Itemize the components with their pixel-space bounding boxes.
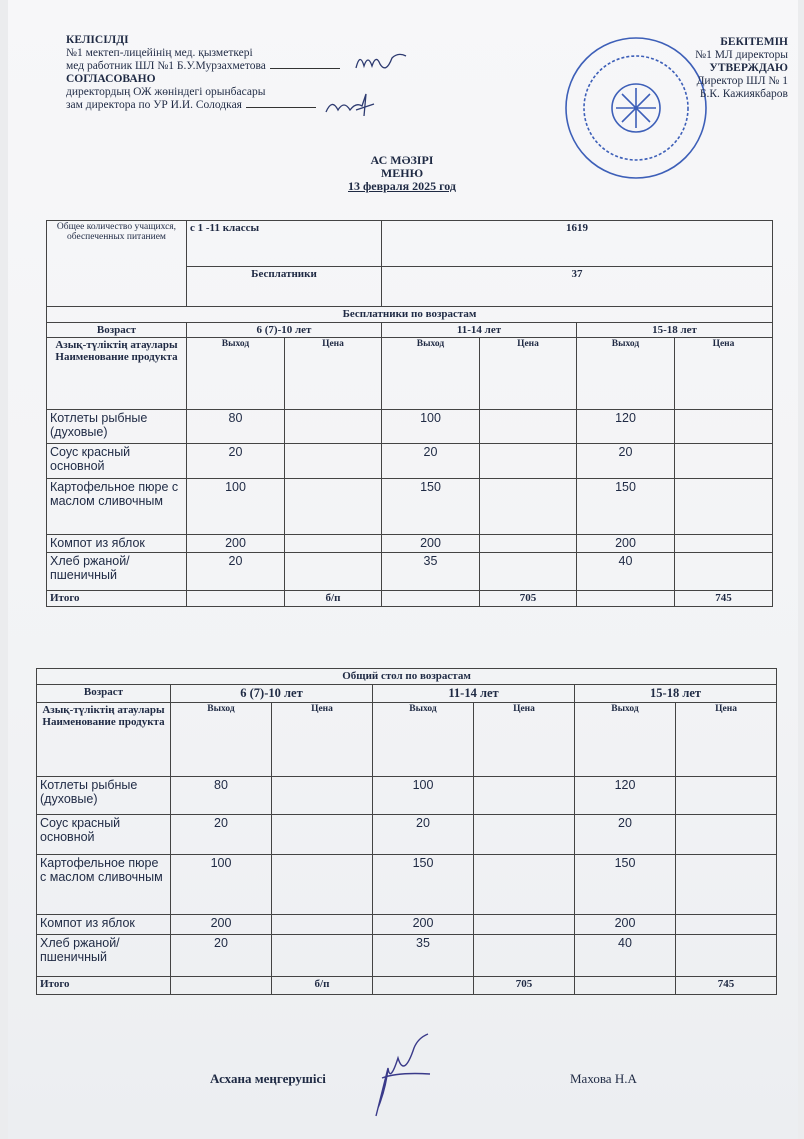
table1-title: Бесплатники по возрастам <box>47 307 773 323</box>
price-cell <box>272 815 373 855</box>
price-cell <box>474 915 575 935</box>
output-value: 200 <box>373 915 474 935</box>
stamp-emblem-detail <box>616 88 656 128</box>
agreed-kz-title: КЕЛІСІЛДІ <box>66 34 129 46</box>
price-cell <box>676 855 777 915</box>
table2-product-header: Азық-түліктің атаулары Наименование продукта <box>37 703 171 777</box>
output-value: 20 <box>382 444 480 479</box>
output-value: 200 <box>577 535 675 553</box>
price-cell <box>474 777 575 815</box>
product-name: Соус красный основной <box>37 815 171 855</box>
price-cell <box>480 444 577 479</box>
kitchen-head-name: Махова Н.А <box>570 1071 637 1086</box>
table1-age-group-1: 6 (7)-10 лет <box>187 323 382 338</box>
table2-price-header: Цена <box>272 703 373 777</box>
price-cell <box>272 935 373 977</box>
output-value: 200 <box>187 535 285 553</box>
table2-age-group-1: 6 (7)-10 лет <box>171 685 373 703</box>
approve-kz-title: БЕКІТЕМІН <box>720 36 788 48</box>
table1-age-group-2: 11-14 лет <box>382 323 577 338</box>
table-row <box>47 479 773 535</box>
table-row <box>47 410 773 444</box>
table1-age-label: Возраст <box>47 323 187 338</box>
table2-out-header: Выход <box>171 703 272 777</box>
total-age-2: 705 <box>474 977 575 995</box>
output-value: 100 <box>382 410 480 444</box>
table-row <box>37 777 777 815</box>
total-age-1: б/п <box>272 977 373 995</box>
table-row <box>37 815 777 855</box>
table1-product-header: Азық-түліктің атаулары Наименование продукта <box>47 338 187 410</box>
table-row <box>47 444 773 479</box>
title-kz: АС МӘЗІРІ <box>370 153 434 167</box>
output-value: 20 <box>171 815 272 855</box>
header-right <box>695 36 788 101</box>
output-value: 20 <box>171 935 272 977</box>
output-value: 120 <box>577 410 675 444</box>
price-cell <box>480 479 577 535</box>
table2-price-header: Цена <box>474 703 575 777</box>
product-name: Картофельное пюре с маслом сливочным <box>47 479 187 535</box>
total-empty <box>577 591 675 607</box>
price-cell <box>480 410 577 444</box>
agreed-ru-title: СОГЛАСОВАНО <box>66 73 156 85</box>
output-value: 80 <box>171 777 272 815</box>
price-cell <box>272 855 373 915</box>
medic-signature <box>352 48 412 74</box>
output-value: 20 <box>373 815 474 855</box>
total-empty <box>575 977 676 995</box>
output-value: 40 <box>577 553 675 591</box>
table-row <box>37 855 777 915</box>
deputy-name: зам директора по УР И.И. Солодкая <box>66 99 242 111</box>
output-value: 35 <box>382 553 480 591</box>
table2-out-header: Выход <box>575 703 676 777</box>
product-name: Компот из яблок <box>37 915 171 935</box>
kitchen-head-label: Асхана меңгерушісі <box>210 1071 326 1086</box>
price-cell <box>285 410 382 444</box>
summary-label: Общее количество учащихся, обеспеченных питанием <box>47 221 187 307</box>
price-cell <box>480 535 577 553</box>
table-row <box>47 535 773 553</box>
table1-out-header: Выход <box>382 338 480 410</box>
product-name: Компот из яблок <box>47 535 187 553</box>
total-age-3: 745 <box>675 591 773 607</box>
table-free-meals <box>46 220 773 607</box>
director-position-kz: №1 МЛ директоры <box>695 49 788 61</box>
header-left <box>66 34 340 112</box>
table1-price-header: Цена <box>480 338 577 410</box>
total-empty <box>171 977 272 995</box>
output-value: 150 <box>575 855 676 915</box>
price-cell <box>480 553 577 591</box>
product-name: Картофельное пюре с маслом сливочным <box>37 855 171 915</box>
output-value: 150 <box>382 479 480 535</box>
price-cell <box>474 855 575 915</box>
price-cell <box>675 553 773 591</box>
product-name: Котлеты рыбные (духовые) <box>37 777 171 815</box>
table1-out-header: Выход <box>187 338 285 410</box>
output-value: 150 <box>373 855 474 915</box>
table1-age-group-3: 15-18 лет <box>577 323 773 338</box>
total-empty <box>382 591 480 607</box>
output-value: 200 <box>382 535 480 553</box>
product-name: Котлеты рыбные (духовые) <box>47 410 187 444</box>
output-value: 20 <box>187 444 285 479</box>
table2-age-group-2: 11-14 лет <box>373 685 575 703</box>
title-ru: МЕНЮ <box>380 166 424 180</box>
table2-out-header: Выход <box>373 703 474 777</box>
output-value: 200 <box>171 915 272 935</box>
price-cell <box>676 935 777 977</box>
price-cell <box>675 444 773 479</box>
total-age-1: б/п <box>285 591 382 607</box>
deputy-signature-line <box>246 107 316 108</box>
medic-name: мед работник ШЛ №1 Б.У.Мурзахметова <box>66 60 266 72</box>
approve-ru-title: УТВЕРЖДАЮ <box>709 62 788 74</box>
table1-out-header: Выход <box>577 338 675 410</box>
doc-title <box>0 154 804 193</box>
medic-signature-line <box>270 68 340 69</box>
output-value: 120 <box>575 777 676 815</box>
total-age-3: 745 <box>676 977 777 995</box>
price-cell <box>285 553 382 591</box>
medic-position: №1 мектеп-лицейінің мед. қызметкері <box>66 47 253 59</box>
summary-total-students: 1619 <box>382 221 773 267</box>
table1-price-header: Цена <box>675 338 773 410</box>
product-name: Соус красный основной <box>47 444 187 479</box>
summary-free-label: Бесплатники <box>187 267 382 307</box>
price-cell <box>675 410 773 444</box>
table-general-meals <box>36 668 777 995</box>
total-row <box>37 977 777 995</box>
table2-price-header: Цена <box>676 703 777 777</box>
total-row <box>47 591 773 607</box>
product-name: Хлеб ржаной/ пшеничный <box>47 553 187 591</box>
table-row <box>47 553 773 591</box>
director-name: Б.К. Кажиякбаров <box>699 88 788 100</box>
total-label: Итого <box>37 977 171 995</box>
output-value: 80 <box>187 410 285 444</box>
total-label: Итого <box>47 591 187 607</box>
director-position-ru: Директор ШЛ № 1 <box>696 75 788 87</box>
price-cell <box>474 935 575 977</box>
output-value: 100 <box>171 855 272 915</box>
output-value: 35 <box>373 935 474 977</box>
table-row <box>37 915 777 935</box>
summary-free-count: 37 <box>382 267 773 307</box>
price-cell <box>676 915 777 935</box>
price-cell <box>675 535 773 553</box>
price-cell <box>272 915 373 935</box>
output-value: 20 <box>575 815 676 855</box>
price-cell <box>676 777 777 815</box>
product-name: Хлеб ржаной/ пшеничный <box>37 935 171 977</box>
price-cell <box>675 479 773 535</box>
summary-class-range: с 1 -11 классы <box>187 221 382 267</box>
total-age-2: 705 <box>480 591 577 607</box>
table2-age-label: Возраст <box>37 685 171 703</box>
output-value: 20 <box>577 444 675 479</box>
output-value: 100 <box>373 777 474 815</box>
output-value: 150 <box>577 479 675 535</box>
price-cell <box>272 777 373 815</box>
kitchen-head-signature <box>368 1028 438 1118</box>
deputy-signature <box>322 90 378 120</box>
table2-title: Общий стол по возрастам <box>37 669 777 685</box>
price-cell <box>285 535 382 553</box>
output-value: 200 <box>575 915 676 935</box>
table2-age-group-3: 15-18 лет <box>575 685 777 703</box>
price-cell <box>285 444 382 479</box>
deputy-position: директордың ОЖ жөніндегі орынбасары <box>66 86 266 98</box>
table-row <box>37 935 777 977</box>
output-value: 100 <box>187 479 285 535</box>
total-empty <box>373 977 474 995</box>
table1-price-header: Цена <box>285 338 382 410</box>
menu-date: 13 февраля 2025 год <box>348 179 456 193</box>
price-cell <box>676 815 777 855</box>
price-cell <box>474 815 575 855</box>
price-cell <box>285 479 382 535</box>
output-value: 40 <box>575 935 676 977</box>
total-empty <box>187 591 285 607</box>
output-value: 20 <box>187 553 285 591</box>
